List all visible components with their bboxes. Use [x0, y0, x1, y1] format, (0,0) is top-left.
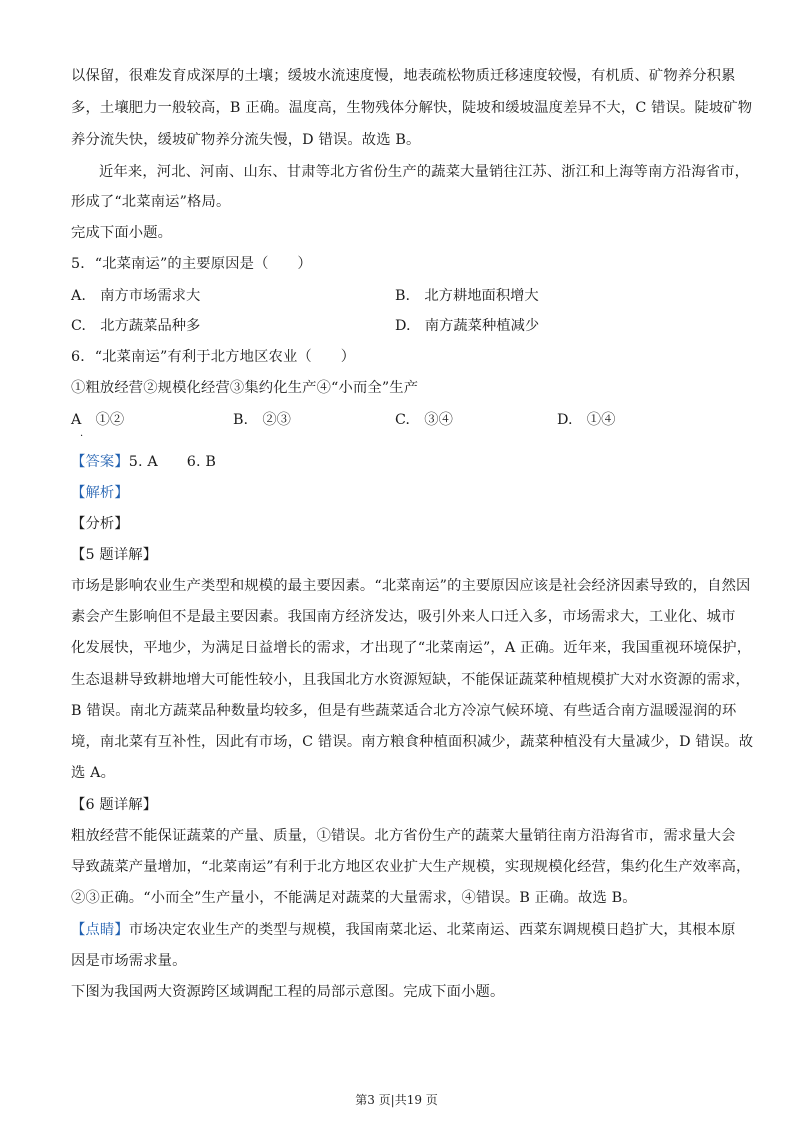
- q5-detail-line: 选 A。: [71, 765, 116, 781]
- dianjing-label: 【点睛】: [71, 922, 129, 938]
- q5-detail-line: 素会产生影响但不是最主要因素。我国南方经济发达，吸引外来人口迁入多，市场需求大，工业化、城市: [71, 609, 736, 625]
- intro-line: 近年来，河北、河南、山东、甘肃等北方省份生产的蔬菜大量销往江苏、浙江和上海等南方沿海省市，: [99, 164, 750, 180]
- answer-line: [71, 452, 731, 472]
- dianjing-line: [71, 920, 736, 940]
- paragraph-line: 以保留，很难发育成深厚的土壤；缓坡水流速度慢，地表疏松物质迁移速度较慢，有机质、矿物养分积累: [71, 68, 736, 84]
- q6-option-c: C. ③④: [395, 412, 453, 428]
- answer-text: 5. A 6. B: [128, 454, 217, 470]
- q5-detail-line: 生态退耕导致耕地增大可能性较小，且我国北方水资源短缺，不能保证蔬菜种植规模扩大对水资源的需求，: [71, 672, 750, 688]
- fenxi-label: 【分析】: [71, 516, 129, 532]
- q5-detail-line: 境，南北菜有互补性，因此有市场，C 错误。南方粮食种植面积减少，蔬菜种植没有大量减少，D 错误。故: [71, 734, 754, 750]
- q5-option-a: A. 南方市场需求大: [71, 288, 201, 304]
- dianjing-text: 市场决定农业生产的类型与规模，我国南菜北运、北菜南运、西菜东调规模日趋扩大，其根本原: [128, 922, 736, 938]
- paragraph-line: 养分流失快，缓坡矿物养分流失慢，D 错误。故选 B。: [71, 132, 421, 148]
- next-question-intro: 下图为我国两大资源跨区域调配工程的局部示意图。完成下面小题。: [71, 984, 505, 1000]
- q6-detail-line: 粗放经营不能保证蔬菜的产量、质量，①错误。北方省份生产的蔬菜大量销往南方沿海省市，需求量大会: [71, 828, 736, 844]
- answer-label: 【答案】: [71, 454, 129, 470]
- q6-option-a: A ①②: [71, 412, 125, 428]
- q5-option-d: D. 南方蔬菜种植减少: [395, 318, 540, 334]
- question-5-stem: 5．“北菜南运”的主要原因是（ ）: [71, 256, 312, 272]
- q5-detail-line: 市场是影响农业生产类型和规模的最主要因素。“北菜南运”的主要原因应该是社会经济因素导致的，自然因: [71, 578, 751, 594]
- page-footer: 第3 页|共19 页: [355, 1093, 438, 1107]
- q6-option-d: D. ①④: [557, 412, 616, 428]
- task-instruction: 完成下面小题。: [71, 225, 173, 241]
- q6-detail-line: ②③正确。“小而全”生产量小，不能满足对蔬菜的大量需求，④错误。B 正确。故选 B。: [71, 890, 637, 906]
- q5-detail-title: 【5 题详解】: [71, 547, 158, 563]
- q6-detail-line: 导致蔬菜产量增加，“北菜南运”有利于北方地区农业扩大生产规模，实现规模化经营，集约化生产效率高，: [71, 859, 751, 875]
- intro-line: 形成了“北菜南运”格局。: [71, 194, 231, 210]
- q6-detail-title: 【6 题详解】: [71, 797, 158, 813]
- stray-dot: ·: [80, 431, 84, 442]
- question-6-stem: 6．“北菜南运”有利于北方地区农业（ ）: [71, 349, 356, 365]
- q5-detail-line: 化发展快，平地少，为满足日益增长的需求，才出现了“北菜南运”，A 正确。近年来，我国重视环境保护，: [71, 640, 752, 656]
- paragraph-line: 多，土壤肥力一般较高，B 正确。温度高，生物残体分解快，陡坡和缓坡温度差异不大，C 错误。陡坡矿物: [71, 100, 753, 116]
- jiexi-label: 【解析】: [71, 485, 129, 501]
- q6-option-b: B. ②③: [233, 412, 291, 428]
- q5-option-c: C. 北方蔬菜品种多: [71, 318, 201, 334]
- q5-option-b: B. 北方耕地面积增大: [395, 288, 539, 304]
- q5-detail-line: B 错误。南北方蔬菜品种数量均较多，但是有些蔬菜适合北方冷凉气候环境、有些适合南方温暖湿润的环: [71, 703, 737, 719]
- question-6-items: ①粗放经营②规模化经营③集约化生产④“小而全”生产: [71, 380, 419, 396]
- dianjing-line: 因是市场需求量。: [71, 953, 187, 969]
